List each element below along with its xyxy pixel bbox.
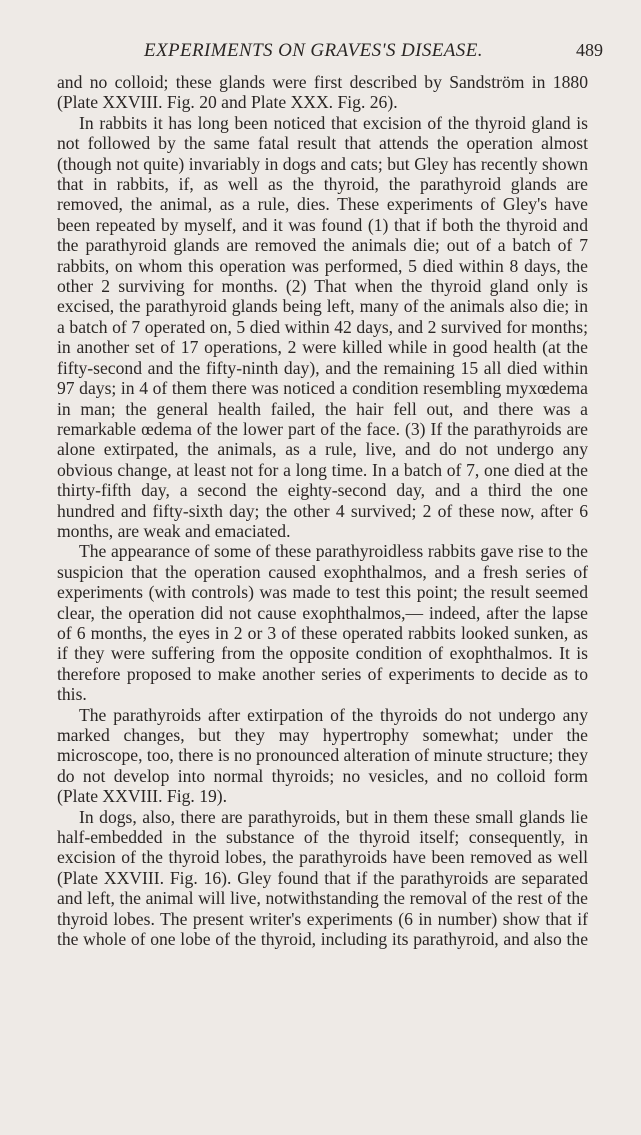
paragraph-continued: and no colloid; these glands were first described by Sandström in 1880 (Plate XXVIII. Fig. 20 and Plate XXX. Fig. 26).	[57, 72, 588, 113]
paragraph-dogs: In dogs, also, there are parathyroids, but in them these small glands lie half-embedded in the substance of the thyroid itself; consequently, in excision of the thyroid lobes, the parathyroids have been removed as well (Plate XXVIII. Fig. 16). Gley found that if the parathyroids are separated and left, the animal will live, notwithstanding the removal of the rest of the thyroid lobes. The present writer's experiments (6 in number) show that if the whole of one lobe of the thyroid, including its parathyroid, and also the	[57, 806, 588, 950]
paragraph-rabbit-experiments: In rabbits it has long been noticed that excision of the thyroid gland is not followed by the same fatal result that attends the operation almost (though not quite) invariably in dogs and cats; but Gley has recently shown that in rabbits, if, as well as the thyroid, the parathyroid glands are removed, the animal, as a rule, dies. These experiments of Gley's have been repeated by myself, and it was found (1) that if both the thyroid and the parathyroid glands are removed the animals die; out of a batch of 7 rabbits, on whom this operation was performed, 5 died within 8 days, the other 2 surviving for months. (2) That when the thyroid gland only is excised, the parathyroid glands being left, many of the animals also die; in a batch of 7 operated on, 5 died within 42 days, and 2 survived for months; in another set of 17 operations, 2 were killed while in good health (at the fifty-second and the fifty-ninth day), and the remaining 15 all died within 97 days; in 4 of them there was noticed a condition resembling myxœdema in man; the general health failed, the hair fell out, and there was a remarkable œdema of the lower part of the face. (3) If the parathyroids are alone extirpated, the animals, as a rule, live, and do not undergo any obvious change, at least not for a long time. In a batch of 7, one died at the thirty-fifth day, a second the eighty-second day, and a third the one hundred and fifty-sixth day; the other 4 survived; 2 of these now, after 6 months, are weak and emaciated.	[57, 112, 588, 541]
paragraph-exophthalmos: The appearance of some of these parathyroidless rabbits gave rise to the suspicion that the operation caused exophthalmos, and a fresh series of experiments (with controls) was made to test this point; the result seemed clear, the operation did not cause exophthalmos,— indeed, after the lapse of 6 months, the eyes in 2 or 3 of these operated rabbits looked sunken, as if they were suffering from the opposite condition of exophthalmos. It is therefore proposed to make another series of experiments to decide as to this.	[57, 541, 588, 705]
page-number: 489	[576, 40, 603, 60]
body-text	[57, 72, 588, 949]
running-title: EXPERIMENTS ON GRAVES'S DISEASE.	[144, 40, 483, 61]
paragraph-parathyroid-changes: The parathyroids after extirpation of the thyroids do not undergo any marked changes, but they may hypertrophy somewhat; under the microscope, too, there is no pronounced alteration of minute structure; they do not develop into normal thyroids; no vesicles, and no colloid form (Plate XXVIII. Fig. 19).	[57, 704, 588, 807]
running-head	[0, 40, 641, 64]
